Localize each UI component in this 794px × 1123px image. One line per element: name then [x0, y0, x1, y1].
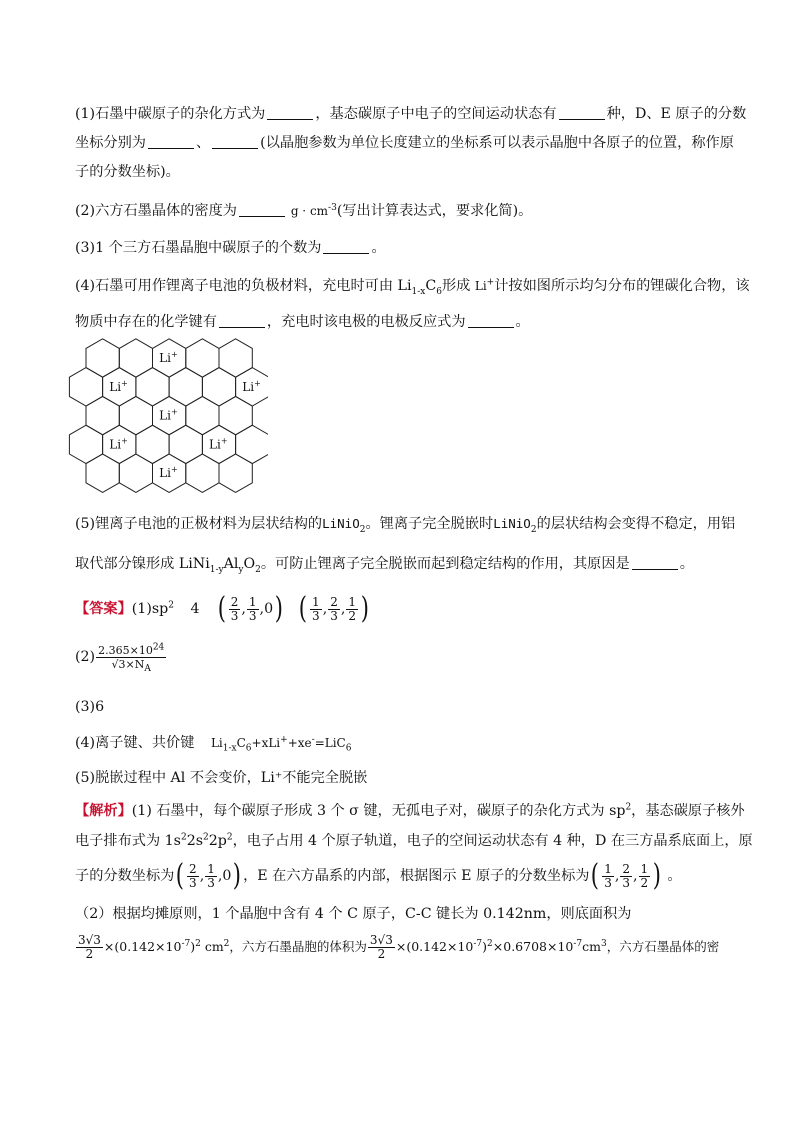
lithium-ion-label: Li+	[242, 378, 261, 394]
lithium-ion-label: Li+	[159, 350, 178, 365]
hexagon-cell	[236, 425, 268, 463]
answer-blank[interactable]	[468, 313, 514, 328]
hexagon-cell	[119, 454, 152, 492]
lithium-ion-label: Li+	[159, 465, 178, 481]
q5-line2: 取代部分镍形成 $LiNi_{1-y}Al_yO_2$。可防止锂离子完全脱嵌而起到稳定结构的作用，其原因是 。	[75, 556, 694, 575]
hexagon-cell	[219, 396, 252, 434]
q1-line1: (1)石墨中碳原子的杂化方式为 ，基态碳原子中电子的空间运动状态有 种，D、E 原子的分数	[75, 106, 747, 122]
hexagon-cell	[186, 396, 219, 434]
analysis-line2: 电子排布式为 $1s^22s^22p^2$，电子占用 4 个原子轨道，电子的空间运动状态有 4 种，D 在三方晶系底面上，原	[75, 832, 753, 849]
hexagon-cell	[136, 368, 169, 406]
answer-blank[interactable]	[212, 134, 258, 149]
answer-blank[interactable]	[239, 202, 285, 217]
analysis-line3: 子的分数坐标为( $\frac{2}{3}$ , $\frac{1}{3}$ ,0) ，E 在六方晶系的内部，根据图示 E 原子的分数坐标为( $\frac{1}{3}$ , $\frac{2}{3}$ , $\frac{1}{2}$ ) 。	[75, 858, 682, 893]
answer-line1: 【答案】$(1)sp^2$ 4 ( $\frac{2}{3}$ , $\frac{1}{3}$ ,0) ( $\frac{1}{3}$ , $\frac{2}{3}$ , $\frac{1}{2}$ )	[75, 591, 369, 626]
answer-line4: (4)离子键、共价键 $Li_{1-x}C_6+xLi^++xe^-=LiC_6$	[75, 735, 352, 754]
q4-line2: 物质中存在的化学键有 ，充电时该电极的电极反应式为 。	[75, 314, 530, 330]
lithium-ion-label: Li+	[159, 407, 178, 423]
lithium-ion-label: Li+	[109, 378, 128, 394]
q1-line2: 坐标分别为 、 (以晶胞参数为单位长度建立的坐标系可以表示晶胞中各原子的位置，称作原	[75, 135, 734, 151]
q1-line3: 子的分数坐标)。	[75, 164, 180, 180]
answer-line2: (2) $\frac{2.365\times 10^{24}}{√3\times N_A}$	[75, 641, 165, 674]
lithium-ion-label: Li+	[109, 436, 128, 452]
q2-line: (2)六方石墨晶体的密度为 $g \cdot cm^{-3}$(写出计算表达式，要求化简)。	[75, 203, 533, 219]
hexagon-cell	[136, 425, 169, 463]
analysis-line4: （2）根据均摊原则，1 个晶胞中含有 4 个 C 原子，C-C 键长为 0.142nm，则底面积为	[75, 906, 632, 922]
hexagon-cell	[202, 368, 235, 406]
lithium-graphite-diagram	[68, 336, 268, 502]
analysis-line1: 【解析】(1) 石墨中，每个碳原子形成 3 个 σ 键，无孤电子对，碳原子的杂化方式为 $sp^2$，基态碳原子核外	[75, 802, 745, 819]
hexagon-cell	[186, 339, 219, 377]
hexagon-cell	[169, 368, 202, 406]
hexagon-cell	[119, 396, 152, 434]
hexagon-cell	[86, 454, 119, 492]
hexagon-cell	[119, 339, 152, 377]
hexagon-cell	[219, 339, 252, 377]
answer-blank[interactable]	[632, 555, 678, 570]
answer-line5: (5)脱嵌过程中 Al 不会变价，Li⁺不能完全脱嵌	[75, 770, 368, 786]
analysis-line5: $\frac{3√3}{2}$ $\times(0.142\times 10^{-7})^2$ $cm^2$，六方石墨晶胞的体积为 $\frac{3√3}{2}$ $\times(0.142\times 10^{-7})^2\times 0.6708\times 10^{-7}cm^3$，六方石墨晶体的密	[78, 933, 720, 961]
hexagon-cell	[169, 425, 202, 463]
answer-blank[interactable]	[267, 105, 313, 120]
answer-blank[interactable]	[148, 134, 194, 149]
answer-blank[interactable]	[323, 239, 369, 254]
answer-blank[interactable]	[219, 313, 265, 328]
q4-line1: (4)石墨可用作锂离子电池的负极材料，充电时可由 $Li_{1-x}C_6$形成 Li+计按如图所示均匀分布的锂碳化合物，该	[75, 277, 750, 297]
answer-blank[interactable]	[559, 105, 605, 120]
q3-line: (3)1 个三方石墨晶胞中碳原子的个数为 。	[75, 240, 386, 256]
hexagon-cell	[186, 454, 219, 492]
hexagon-cell	[69, 425, 102, 463]
q5-line1: (5)锂离子电池的正极材料为层状结构的LiNiO$_2$。锂离子完全脱嵌时LiNiO$_2$的层状结构会变得不稳定，用铝	[75, 516, 736, 535]
answer-line3: (3)6	[75, 699, 105, 715]
hexagon-cell	[86, 396, 119, 434]
hexagon-cell	[69, 368, 102, 406]
hexagon-cell	[86, 339, 119, 377]
hexagon-cell	[219, 454, 252, 492]
lithium-ion-label: Li+	[209, 436, 228, 452]
